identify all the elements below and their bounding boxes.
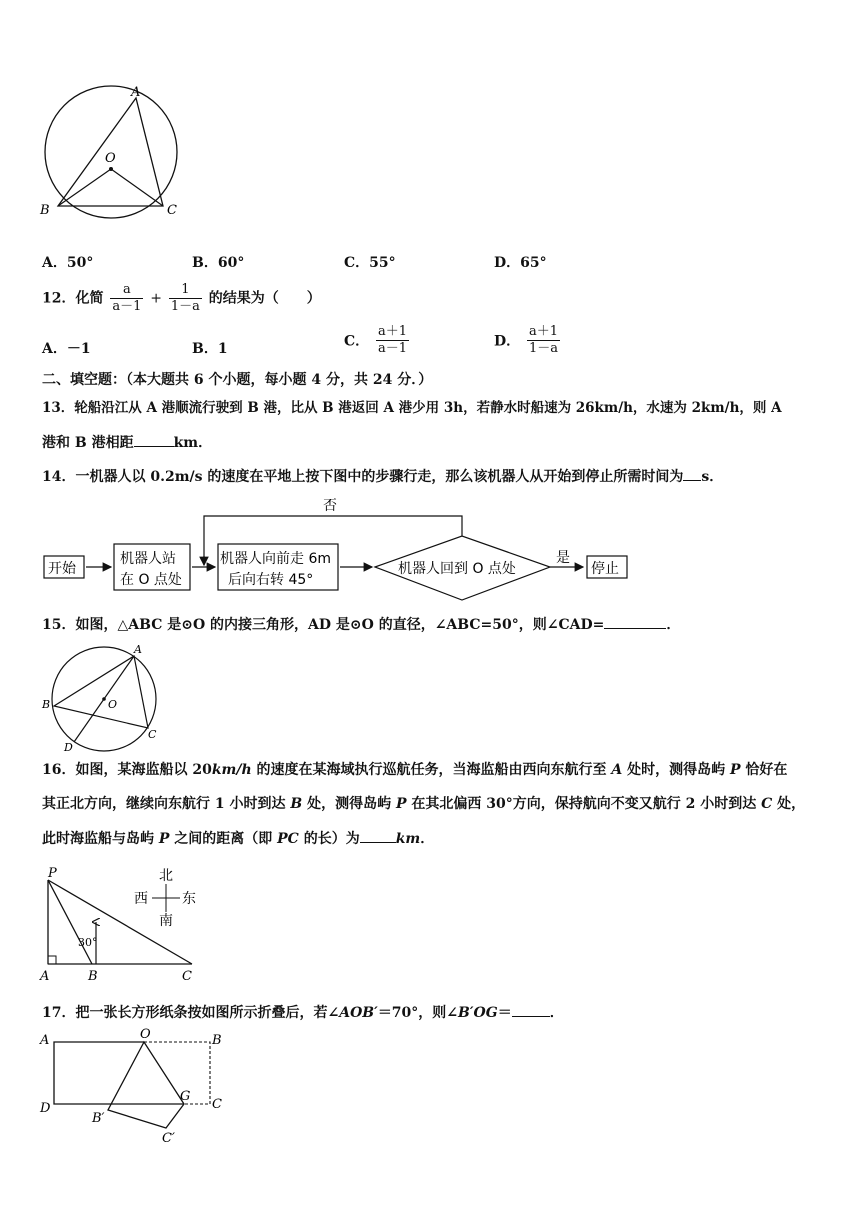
q17-text-c: ＝ [497,1005,512,1021]
fig17-label-a: A [40,1033,50,1048]
q12-prefix: 12．化简 [42,290,104,307]
q15-figure [38,642,168,754]
q12-option-d-label: D． [494,333,521,350]
fig17-label-d: D [40,1101,51,1116]
q14-text-post: s． [701,469,724,485]
q12-option-c-label: C． [344,333,370,350]
q16-line-1-A: A [611,762,623,778]
fig15-label-a: A [134,643,142,656]
q16-line-1-b: 的速度在某海域执行巡航任务，当海监船由西向东航行至 [251,762,612,778]
q12-option-d [494,324,562,357]
section-2-title: 二、填空题：（本大题共 6 个小题，每小题 4 分，共 24 分．） [42,372,433,388]
q14-text-pre: 14．一机器人以 0.2m/s 的速度在平地上按下图中的步骤行走，那么该机器人从开始到停止所需时间为 [42,469,684,485]
q14-question [42,466,723,487]
q12-suffix: 的结果为（ ） [208,290,321,307]
flow-move-text-2: 后向右转 45° [228,572,314,588]
fig11-label-a: A [131,85,141,100]
q13-line-2-post: km． [173,435,213,451]
q13-line-2 [42,432,212,453]
q16-line-1-d: 恰好在 [740,762,788,778]
q11-figure [30,82,190,222]
q16-line-1 [42,760,787,780]
q17-question [42,1002,564,1023]
fig17-label-c: C [212,1097,222,1112]
q16-line-2-a: 其正北方向，继续向东航行 1 小时到达 [42,796,291,812]
fig16-compass-west: 西 [134,891,148,907]
fig15-label-c: C [148,728,157,741]
q17-text-d: ． [549,1005,564,1021]
q16-line-3-unit: km [395,831,421,847]
q12-option-c-fraction [376,324,409,357]
q17-text-a: 17．把一张长方形纸条按如图所示折叠后，若∠ [42,1005,340,1021]
q16-line-3 [42,828,434,849]
fig16-label-c: C [182,969,192,984]
q15-question [42,614,680,635]
q12-frac2-den: 1－a [170,299,200,314]
q12-fraction-2 [169,282,202,315]
q16-line-3-P: P [158,831,170,847]
fig16-label-b: B [88,969,98,984]
fig15-label-d: D [64,741,73,754]
q12-option-d-fraction [527,324,560,357]
q15-text-pre: 15．如图，△ABC 是⊙O 的内接三角形，AD 是⊙O 的直径，∠ABC=50°，则∠CAD= [42,617,605,633]
q12-option-c-num: a＋1 [378,324,408,339]
fig11-label-b: B [40,203,50,218]
q12-option-b: B．1 [192,341,228,357]
q16-line-2-B: B [290,796,303,812]
q12-frac1-num: a [110,282,143,299]
q13-line-2-pre: 港和 B 港相距 [42,435,134,451]
q16-line-1-c: 处时，测得岛屿 [622,762,731,778]
q17-figure [34,1024,234,1148]
flow-start-text: 开始 [48,561,76,577]
fig16-compass-south: 南 [159,913,173,929]
q16-line-2 [42,794,805,814]
q16-line-2-c: 在其北偏西 30°方向，保持航向不变又航行 2 小时到达 [406,796,762,812]
q11-option-a: A．50° [42,255,94,271]
fig17-label-cp: C′ [162,1131,175,1146]
q12-frac1-den: a－1 [112,299,142,314]
q12-option-c-den: a－1 [378,341,408,356]
q12-option-d-den: 1－a [529,341,559,356]
fig17-label-g: G [180,1089,191,1104]
fig16-label-p: P [48,866,57,881]
q15-answer-blank [604,614,666,629]
q11-option-c: C．55° [344,255,396,271]
q16-line-3-PC: PC [277,831,299,847]
fig16-angle: 30° [78,936,98,949]
fig16-compass-east: 东 [182,891,196,907]
flow-no-label: 否 [323,498,337,514]
q16-line-3-c: 的长）为 [298,831,360,847]
q11-option-b: B．60° [192,255,245,271]
q12-fraction-1 [110,282,143,315]
fig17-label-bp: B′ [92,1111,105,1126]
q12-option-d-num: a＋1 [529,324,559,339]
q17-answer-blank [512,1002,550,1017]
q16-line-2-d: 处， [772,796,806,812]
q11-option-d: D．65° [494,255,547,271]
q14-flowchart [38,494,638,606]
flow-yes-label: 是 [556,550,570,566]
fig16-compass-north: 北 [159,868,173,884]
q15-text-post: ． [666,617,681,633]
q13-answer-blank [134,432,174,447]
q16-answer-blank [360,828,396,843]
fig15-label-b: B [42,698,51,711]
q13-line-1: 13．轮船沿江从 A 港顺流行驶到 B 港，比从 B 港返回 A 港少用 3h，若静水时船速为 26km/h，水速为 2km/h，则 A [42,400,782,416]
q16-line-1-P: P [730,762,741,778]
q17-text-aob: AOB′ [339,1005,378,1021]
q16-line-2-b: 处，测得岛屿 [302,796,396,812]
q12-frac2-num: 1 [169,282,202,299]
q16-line-1-unit: km/h [211,762,252,778]
q16-line-3-d: ． [420,831,435,847]
flow-move-text-1: 机器人向前走 6m [220,551,331,567]
fig17-label-o: O [140,1027,151,1042]
q12-plus: + [150,290,162,307]
fig17-label-b: B [212,1033,222,1048]
q16-line-1-a: 16．如图，某海监船以 20 [42,762,212,778]
q16-line-2-P: P [395,796,407,812]
q16-line-3-b: 之间的距离（即 [169,831,278,847]
q16-line-3-a: 此时海监船与岛屿 [42,831,159,847]
q17-text-b: ＝70°，则∠ [377,1005,459,1021]
fig11-label-o: O [105,151,116,166]
q12-option-a: A．－1 [42,341,91,357]
flow-stand-text-2: 在 O 点处 [120,572,182,588]
fig16-label-a: A [40,969,50,984]
fig11-label-c: C [167,203,177,218]
q14-answer-blank [683,466,701,481]
flow-decision-text: 机器人回到 O 点处 [398,561,516,577]
q12-question [42,282,321,315]
fig15-label-o: O [108,698,118,711]
q12-option-c [344,324,411,357]
q16-line-2-C: C [761,796,773,812]
q17-text-bog: B′OG [458,1005,498,1021]
q16-figure [34,860,214,984]
flow-stand-text-1: 机器人站 [120,551,176,567]
flow-stop-text: 停止 [591,561,619,577]
